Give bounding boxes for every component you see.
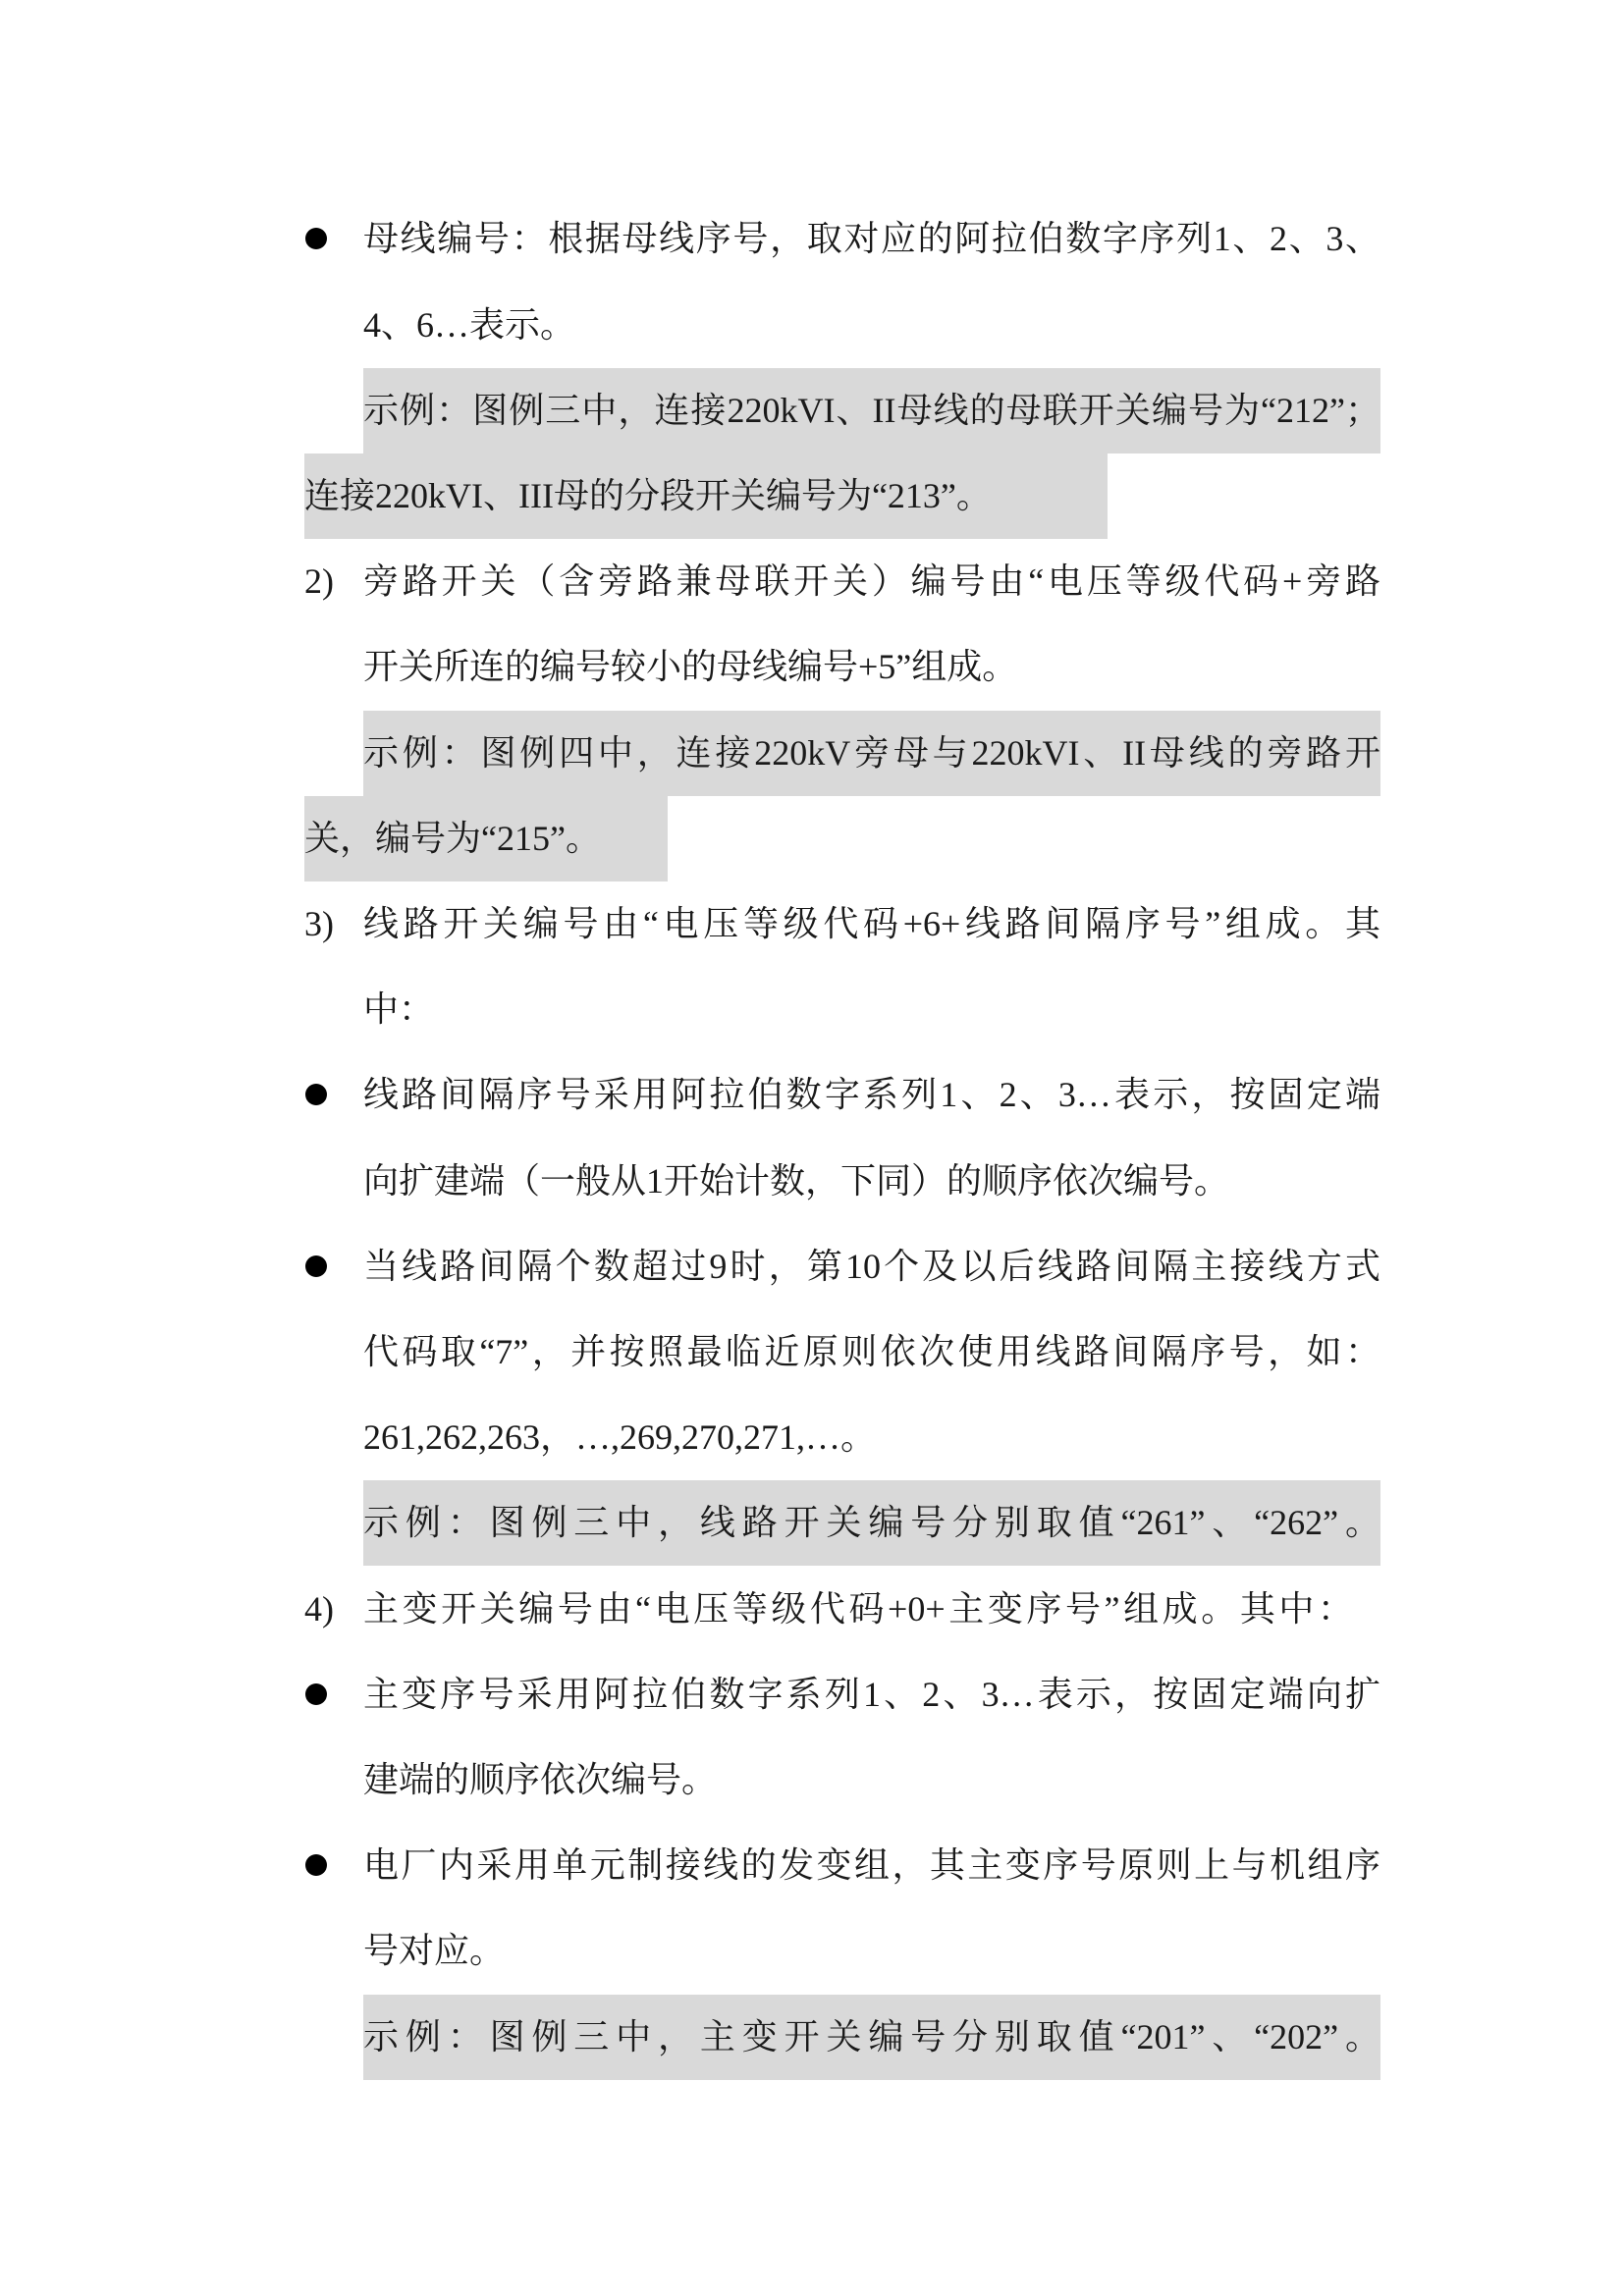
text-line: 号对应。 — [363, 1931, 506, 1970]
example-line: 示例：图例三中，线路开关编号分别取值“261”、“262”。 — [363, 1480, 1380, 1566]
text-line: 261,262,263，…,269,270,271,…。 — [363, 1417, 876, 1457]
text-line: 电厂内采用单元制接线的发变组，其主变序号原则上与机组序 — [363, 1845, 1380, 1885]
list-number: 4) — [304, 1589, 334, 1629]
example-line: 示例：图例三中，连接220kVI、II母线的母联开关编号为“212”； — [363, 368, 1380, 454]
list-number: 2) — [304, 561, 334, 601]
text-line: 开关所连的编号较小的母线编号+5”组成。 — [363, 647, 1018, 686]
text-line: 4、6…表示。 — [363, 305, 576, 345]
example-line: 连接220kVI、III母的分段开关编号为“213”。 — [304, 454, 1108, 539]
bullet-icon — [305, 228, 327, 249]
text-line: 中： — [363, 989, 435, 1029]
bullet-icon — [305, 1084, 327, 1105]
text-line: 旁路开关（含旁路兼母联开关）编号由“电压等级代码+旁路 — [363, 561, 1380, 601]
text-line: 向扩建端（一般从1开始计数，下同）的顺序依次编号。 — [363, 1161, 1230, 1201]
text-line: 母线编号：根据母线序号，取对应的阿拉伯数字序列1、2、3、 — [363, 219, 1380, 258]
list-number: 3) — [304, 904, 334, 943]
bullet-icon — [305, 1255, 327, 1277]
bullet-icon — [305, 1854, 327, 1876]
text-line: 线路间隔序号采用阿拉伯数字系列1、2、3…表示，按固定端 — [363, 1075, 1380, 1114]
text-line: 建端的顺序依次编号。 — [363, 1760, 718, 1799]
text-line: 主变开关编号由“电压等级代码+0+主变序号”组成。其中： — [363, 1589, 1353, 1629]
example-line: 示例：图例三中，主变开关编号分别取值“201”、“202”。 — [363, 1995, 1380, 2080]
text-line: 线路开关编号由“电压等级代码+6+线路间隔序号”组成。其 — [363, 904, 1380, 943]
example-line: 示例：图例四中，连接220kV旁母与220kVI、II母线的旁路开 — [363, 711, 1380, 796]
bullet-icon — [305, 1683, 327, 1705]
text-line: 代码取“7”，并按照最临近原则依次使用线路间隔序号，如： — [363, 1332, 1380, 1371]
text-line: 主变序号采用阿拉伯数字系列1、2、3…表示，按固定端向扩 — [363, 1675, 1380, 1714]
text-line: 当线路间隔个数超过9时，第10个及以后线路间隔主接线方式 — [363, 1247, 1380, 1286]
example-line: 关，编号为“215”。 — [304, 796, 668, 881]
